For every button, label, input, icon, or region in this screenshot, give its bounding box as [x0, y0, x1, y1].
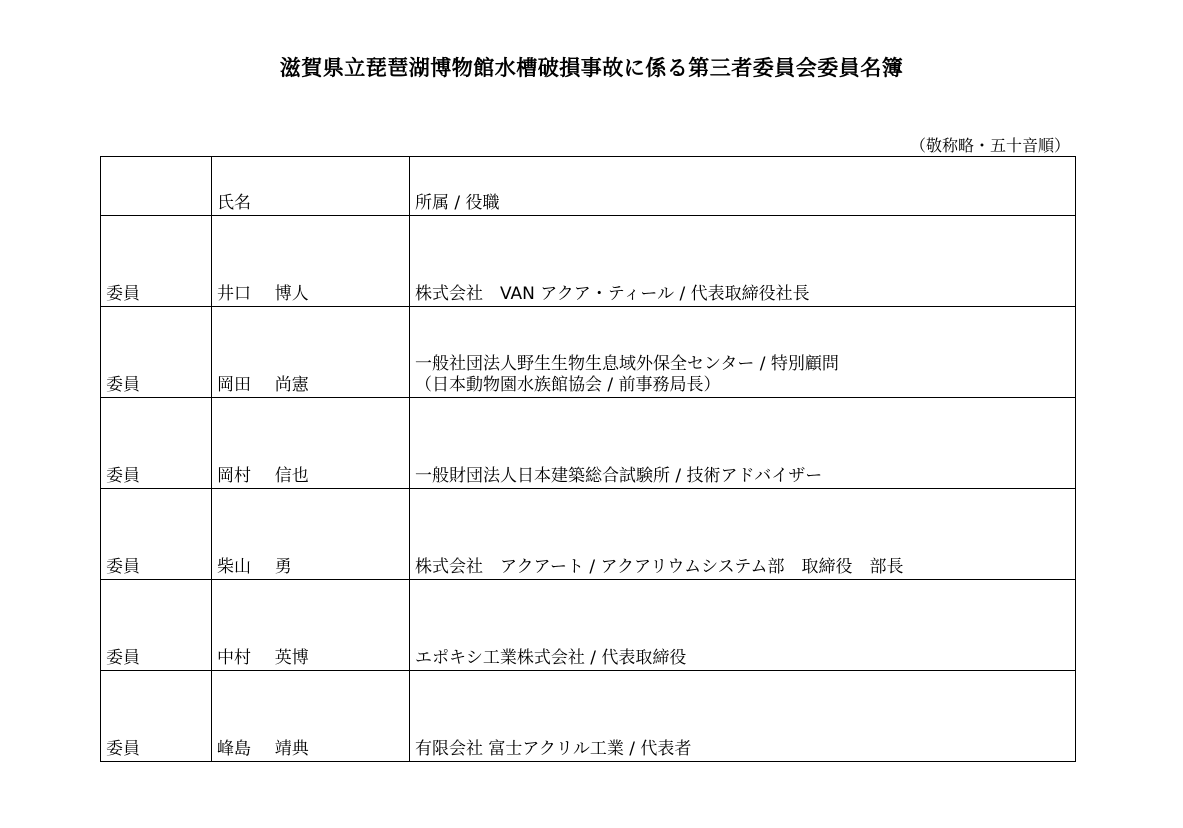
- member-affiliation: [410, 307, 1076, 398]
- table-row: [101, 489, 1076, 580]
- document-title: 滋賀県立琵琶湖博物館水槽破損事故に係る第三者委員会委員名簿: [279, 56, 904, 80]
- table-row: [101, 398, 1076, 489]
- member-name: [212, 307, 410, 398]
- member-family-name: 峰島: [217, 739, 251, 759]
- member-family-name: 井口: [217, 284, 251, 304]
- member-family-name: 岡村: [217, 466, 251, 486]
- member-role: 委員: [101, 489, 212, 580]
- member-given-name: 博人: [274, 284, 309, 304]
- affiliation-line: 株式会社 アクアート / アクアリウムシステム部 取締役 部長: [415, 557, 904, 577]
- member-name: [212, 580, 410, 671]
- committee-member-table: [100, 156, 1076, 762]
- header-name: 氏名: [212, 157, 410, 216]
- member-family-name: 中村: [217, 648, 251, 668]
- table-row: [101, 216, 1076, 307]
- member-name: [212, 216, 410, 307]
- member-family-name: 岡田: [217, 375, 251, 395]
- member-name: [212, 489, 410, 580]
- affiliation-line: 有限会社 富士アクリル工業 / 代表者: [415, 739, 692, 759]
- table-header-row: [101, 157, 1076, 216]
- table-row: [101, 307, 1076, 398]
- member-name: [212, 398, 410, 489]
- member-affiliation: [410, 398, 1076, 489]
- member-affiliation: [410, 580, 1076, 671]
- member-role: 委員: [101, 398, 212, 489]
- affiliation-line: エポキシ工業株式会社 / 代表取締役: [415, 648, 687, 668]
- table-row: [101, 671, 1076, 762]
- member-affiliation: [410, 671, 1076, 762]
- affiliation-line: 一般財団法人日本建築総合試験所 / 技術アドバイザー: [415, 466, 823, 486]
- member-role: 委員: [101, 216, 212, 307]
- header-affiliation: 所属 / 役職: [410, 157, 1076, 216]
- member-role: 委員: [101, 671, 212, 762]
- member-given-name: 信也: [274, 466, 309, 486]
- member-role: 委員: [101, 580, 212, 671]
- member-role: 委員: [101, 307, 212, 398]
- member-name: [212, 671, 410, 762]
- affiliation-line: 株式会社 VAN アクア・ティール / 代表取締役社長: [415, 284, 810, 304]
- member-given-name: 靖典: [274, 739, 309, 759]
- table-row: [101, 580, 1076, 671]
- header-role: [101, 157, 212, 216]
- member-affiliation: [410, 489, 1076, 580]
- member-affiliation: [410, 216, 1076, 307]
- member-given-name: 勇: [274, 557, 292, 577]
- member-family-name: 柴山: [217, 557, 251, 577]
- affiliation-line: （日本動物園水族館協会 / 前事務局長）: [415, 375, 721, 395]
- member-given-name: 尚憲: [274, 375, 309, 395]
- member-given-name: 英博: [274, 648, 309, 668]
- sort-note: （敬称略・五十音順）: [909, 136, 1070, 155]
- affiliation-line: 一般社団法人野生生物生息域外保全センター / 特別顧問: [415, 354, 839, 374]
